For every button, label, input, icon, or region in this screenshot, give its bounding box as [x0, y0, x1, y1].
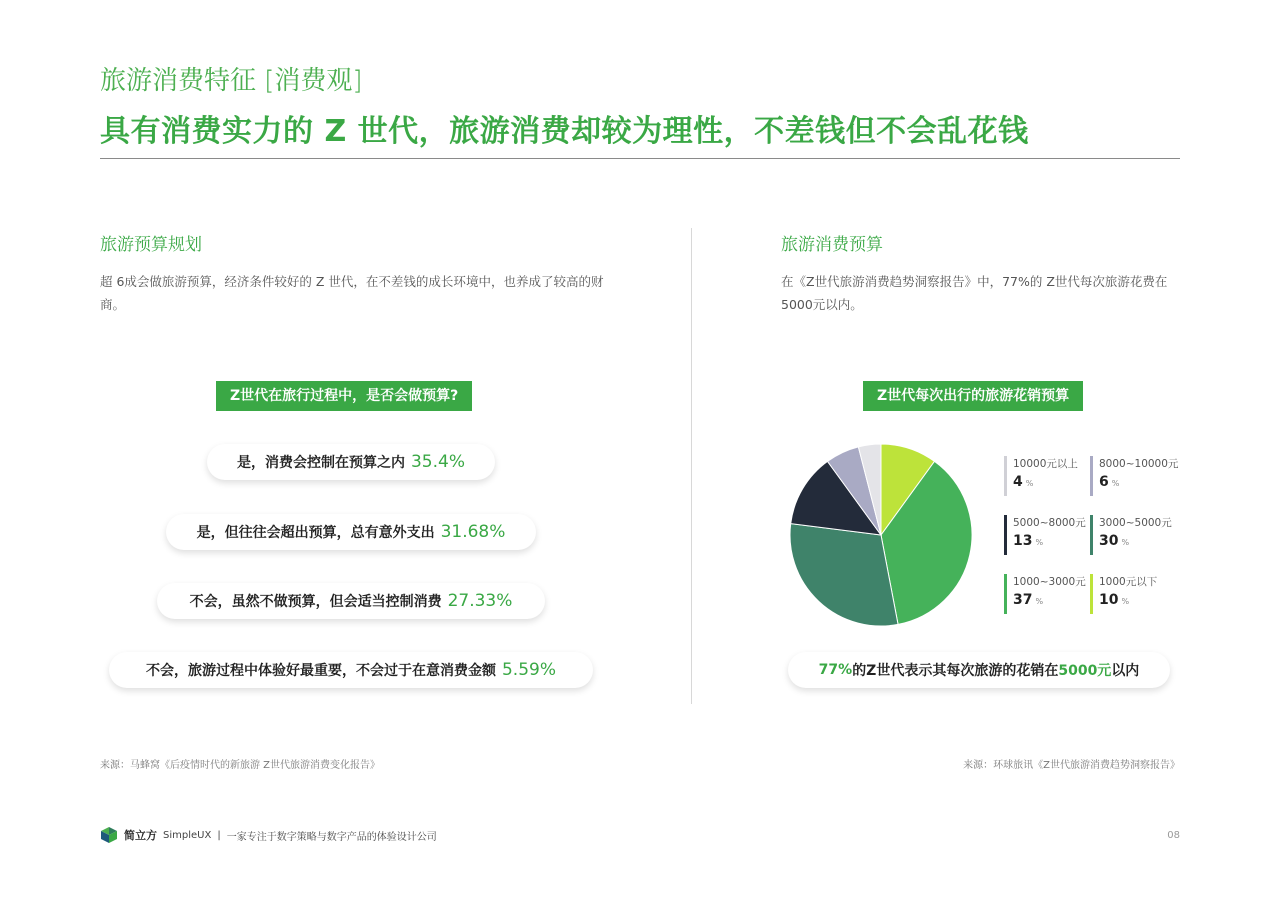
legend-label: 1000元以下	[1099, 576, 1158, 588]
option-text: 不会，虽然不做预算，但会适当控制消费	[189, 594, 442, 610]
left-section-title: 旅游预算规划	[100, 235, 202, 255]
legend-swatch	[1004, 456, 1007, 496]
legend-label: 10000元以上	[1013, 458, 1078, 470]
legend-item	[1004, 574, 1084, 614]
legend-value: 4 %	[1013, 474, 1034, 490]
pie-legend	[1004, 456, 1180, 616]
chart-title-tag: Z世代每次出行的旅游花销预算	[863, 381, 1083, 411]
section-supertitle: 旅游消费特征 [消费观]	[100, 66, 363, 96]
legend-unit: %	[1025, 479, 1034, 488]
option-text: 是，消费会控制在预算之内	[236, 455, 405, 471]
legend-unit: %	[1035, 538, 1044, 547]
option-pill-2	[166, 514, 536, 550]
summary-amount: 5000元	[1058, 663, 1112, 679]
right-section-title: 旅游消费预算	[781, 235, 883, 255]
column-divider	[691, 228, 692, 704]
brand-name: SimpleUX	[163, 829, 212, 841]
company-tagline: 一家专注于数字策略与数字产品的体验设计公司	[226, 831, 437, 843]
summary-tail: 以内	[1111, 663, 1140, 679]
legend-item	[1090, 574, 1170, 614]
legend-swatch	[1090, 515, 1093, 555]
option-text: 不会，旅游过程中体验好最重要，不会过于在意消费金额	[145, 663, 496, 679]
summary-percent: 77%	[818, 662, 853, 678]
legend-swatch	[1004, 515, 1007, 555]
legend-item	[1004, 456, 1084, 496]
legend-unit: %	[1035, 597, 1044, 606]
legend-swatch	[1090, 456, 1093, 496]
left-source: 来源：马蜂窝《后疫情时代的新旅游 Z世代旅游消费变化报告》	[100, 760, 381, 771]
legend-value: 30 %	[1099, 533, 1130, 549]
legend-swatch	[1004, 574, 1007, 614]
option-pill-1	[207, 444, 495, 480]
right-section-desc: 在《Z世代旅游消费趋势洞察报告》中，77%的 Z世代每次旅游花费在 5000元以内。	[781, 274, 1168, 312]
left-question-tag: Z世代在旅行过程中，是否会做预算?	[216, 381, 472, 411]
title-divider	[100, 158, 1180, 159]
budget-pie-chart	[786, 440, 976, 630]
legend-unit: %	[1111, 479, 1120, 488]
legend-label: 3000~5000元	[1099, 517, 1172, 529]
footer-separator: |	[217, 829, 221, 841]
legend-item	[1004, 515, 1084, 555]
legend-item	[1090, 515, 1170, 555]
option-percent: 31.68%	[440, 522, 506, 542]
legend-swatch	[1090, 574, 1093, 614]
pie-slice-2	[790, 524, 898, 626]
legend-item	[1090, 456, 1179, 496]
legend-value: 37 %	[1013, 592, 1044, 608]
page-number: 08	[1167, 830, 1180, 841]
option-pill-4	[109, 652, 593, 688]
option-percent: 5.59%	[501, 660, 556, 680]
summary-pill	[788, 652, 1170, 688]
legend-value: 6 %	[1099, 474, 1120, 490]
summary-text: 的Z世代表示其每次旅游的花销在	[852, 663, 1059, 679]
option-text: 是，但往往会超出预算，总有意外支出	[196, 525, 435, 541]
legend-value: 10 %	[1099, 592, 1130, 608]
legend-unit: %	[1121, 538, 1130, 547]
page-title: 具有消费实力的 Z 世代，旅游消费却较为理性，不差钱但不会乱花钱	[100, 114, 1029, 149]
option-percent: 27.33%	[447, 591, 513, 611]
legend-unit: %	[1121, 597, 1130, 606]
footer	[100, 826, 437, 844]
right-source: 来源：环球旅讯《Z世代旅游消费趋势洞察报告》	[963, 760, 1180, 771]
left-section-desc: 超 6成会做旅游预算，经济条件较好的 Z 世代，在不差钱的成长环境中，也养成了较高的财商。	[100, 274, 604, 312]
option-percent: 35.4%	[410, 452, 465, 472]
option-pill-3	[157, 583, 545, 619]
legend-label: 1000~3000元	[1013, 576, 1086, 588]
legend-label: 5000~8000元	[1013, 517, 1086, 529]
simpleux-logo-icon	[100, 826, 118, 844]
logo-text: 简立方	[124, 829, 157, 842]
legend-label: 8000~10000元	[1099, 458, 1179, 470]
legend-value: 13 %	[1013, 533, 1044, 549]
